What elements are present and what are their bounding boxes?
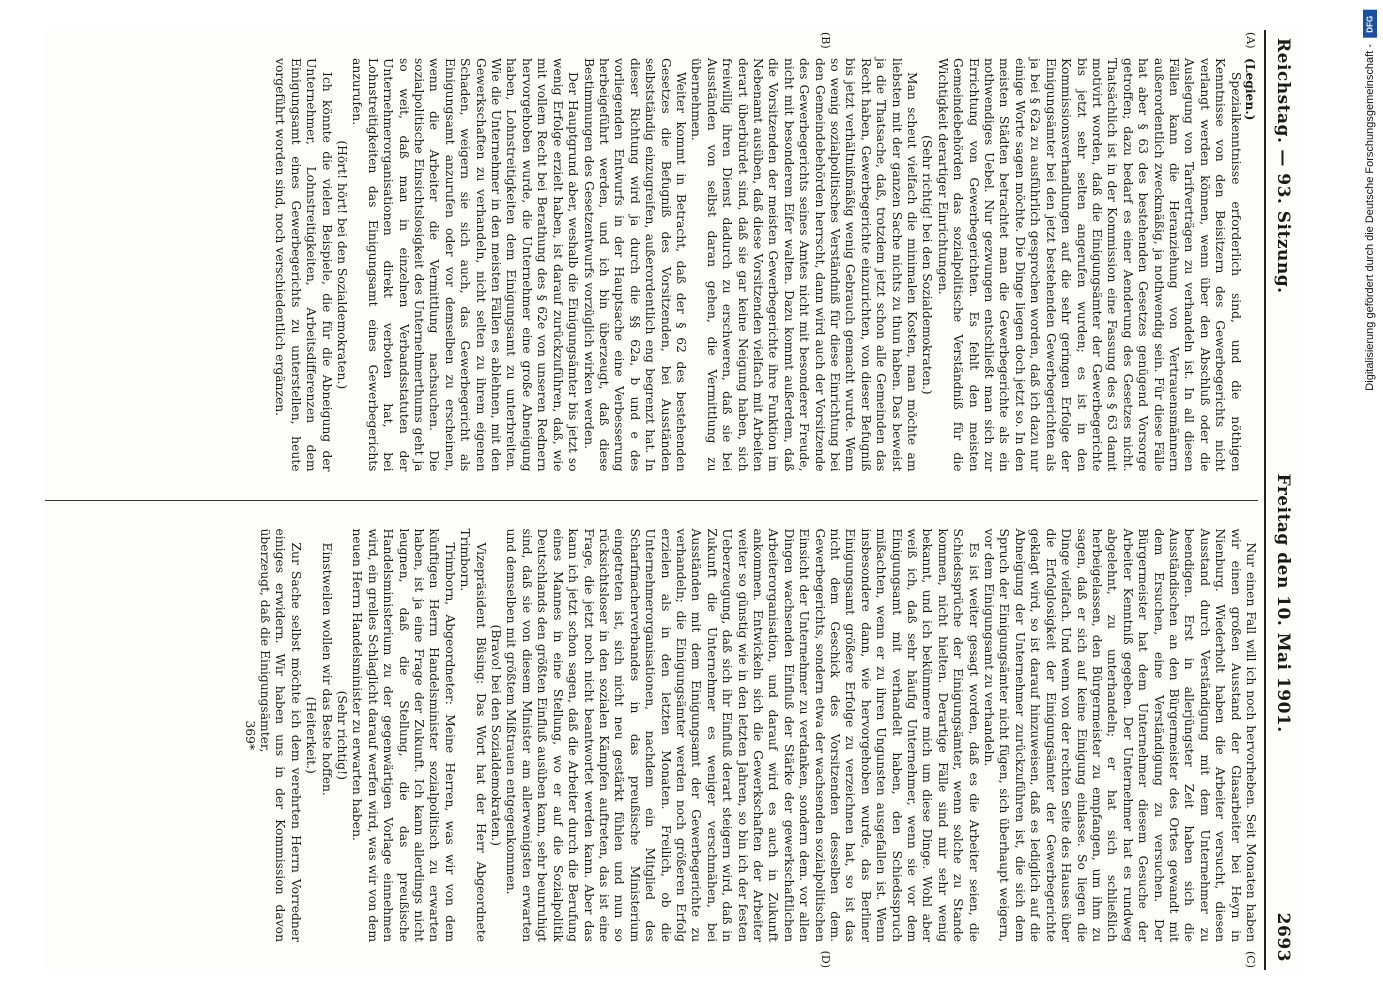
paragraph: Es ist weiter gesagt worden, daß es die Arbeiter seien, die Schiedssprüche der Einigungsämter, wenn solche zu Stande kommen, nicht hielten. Derartige Fälle sind mir sehr wenig bekannt, und ich bekümmere mich um diese Dinge. Wohl aber weiß ich, daß sehr häufig Unternehmer, wenn sie vor dem Einigungsamt mit verhandelt haben, den Schiedsspruch mißachten, wenn er zu ihren Ungunsten ausgefallen ist. Wenn insbesondere dann, wie hervorgehoben wurde, das Berliner Einigungsamt größere Erfolge zu verzeichnen hat, so ist das nicht dem Geschick des Vorsitzenden desselben dem. Gewerbegerichts, sondern etwa der wachsenden sozialpolitischen Einsicht der Unternehmer zu verdanken, sondern dem. vor allen Dingen wachsenden Einfluß der Stärke der gewerkschaftlichen Arbeiterorganisation, und darauf wird es auch in Zukunft ankommen. Entwickeln sich die Gewerkschaften der Arbeiter weiter so günstig wie in den letzten Jahren, so bin ich der festen Ueberzeugung, daß sich ihr Einfluß derart steigern wird, daß in Zukunft die Unternehmer es weniger verschmähen, bei Ausständen mit dem Einigungsamt der Gewerbegerichte zu verhandeln; die Einigungsämter werden noch größeren Erfolg erzielen als in den letzten Monaten. Freilich, ob die Unternehmerorganisationen, nachdem ein Mitglied des Scharfmacherverbandes in das preußische Ministerium eingetreten ist, sich nicht neu gestärkt fühlen und nun so rücksichtsloser in den sozialen Kämpfen auftreten, das ist eine Frage, die jetzt noch nicht beantwortet werden kann. Aber das kann ich jetzt schon sagen, daß die Arbeiter durch die Berufung eines Mannes in eine Stellung, wo er auf die Sozialpolitik Deutschlands den größten Einfluß ausüben kann, sehr beunruhigt sind, daß sie von diesem Minister am allerwenigsten erwarten und demselben mit größtem Mißtrauen entgegenkommen. bbox=[504, 528, 981, 943]
interjection: (Sehr richtig!) bbox=[335, 690, 350, 780]
interjection: (Bravo! bei den Sozialdemokraten.) bbox=[489, 624, 504, 846]
page-number: 2693 bbox=[1273, 912, 1293, 962]
paragraph: Man scheut vielfach die minimalen Kosten, man möchte am liebsten mit der ganzen Sache nichts zu thun haben. Das beweist ja die Thatsache, daß, trotzdem jetzt schon alle Gemeinden das Recht haben, Gewerbegerichte einzurichten, von dieser Befugniß bis jetzt verhältnißmäßig wenig Gebrauch gemacht wurde. Wenn so wenig sozialpolitisches Verständniß für diese Einrichtung bei den Gemeindebehörden herrscht, dann wird auch der Vorsitzende des Gewerbegerichts seines Amtes nicht mit besonderer Freude, nicht mit besonderem Eifer walten. Dazu kommt außerdem, daß die Vorsitzenden der meisten Gewerbegerichte ihre Funktion im Nebenamt ausüben, daß diese Vorsitzenden vielfach mit Arbeiten derart überbürdet sind, daß sie gar keine Neigung haben, sich freiwillig ihren Dienst dadurch zu erschweren, daß sie bei Ausständen von selbst daran gehen, die Vermittlung zu übernehmen. bbox=[689, 58, 920, 472]
margin-marker-b: (B) bbox=[819, 32, 832, 49]
margin-marker-d: (D) bbox=[819, 950, 832, 968]
interjection: (Heiterkeit.) bbox=[304, 696, 319, 774]
header-date: Freitag den 10. Mai 1901. bbox=[1273, 473, 1293, 733]
interjection: (Hört! hört! bei den Sozialdemokraten.) bbox=[335, 140, 350, 390]
credit-text: Digitalisierung gefördert durch die Deutsche Forschungsgemeinschaft - bbox=[1364, 44, 1376, 391]
margin-marker-a: (A) bbox=[1244, 32, 1257, 49]
margin-marker-c: (C) bbox=[1244, 951, 1257, 968]
paragraph: Spezialkenntnisse erforderlich sind, und die nöthigen Kenntnisse von den Beisitzern des Gewerbegerichts nicht verlangt werden können, wenn über den Abschluß oder die Auslegung von Tarifverträgen zu verhandeln ist. In all diesen Fällen kann die Heranziehung von Vertrauensmännern außerordentlich zweckmäßig, ja nothwendig sein. Für diese Fälle hat aber § 63 des bestehenden Gesetzes genügend Vorsorge getroffen; dazu bedarf es einer Aenderung des Gesetzes nicht. Thatsächlich ist in der Kommission eine Fassung des § 63 damit motivirt worden, daß die Einigungsämter der Gewerbegerichte bis jetzt sehr selten angerufen wurden; es ist in den Kommissionsverhandlungen auf die sehr geringen Erfolge der Einigungsämter bei den jetzt bestehenden Gewerbegerichten als ja bei § 62a zu ausführlich gesprochen worden, daß ich dazu nur einige Worte sagen möchte. Die Dinge liegen doch jetzt so. In den meisten Städten betrachtet man die Gewerbegerichte als ein nothwendiges Uebel. Nur gezwungen entschließt man sich zur Errichtung von Gewerbegerichten. Es fehlt den meisten Gemeindebehörden das sozialpolitische Verständniß für die Wichtigkeit derartiger Einrichtungen. bbox=[935, 58, 1243, 472]
header-title: Reichstag. bbox=[1273, 38, 1293, 144]
interjection: (Sehr richtig! bei den Sozialdemokraten.) bbox=[920, 134, 935, 395]
paragraph: Vizepräsident Büsing: Das Wort hat der Herr Abgeordnete Trimborn. bbox=[458, 528, 488, 942]
left-column bbox=[45, 30, 1258, 500]
text-columns bbox=[45, 30, 1258, 970]
paragraph: Nur einen Fall will ich noch hervorheben. Seit Monaten haben wir einen großen Ausstand der Glasarbeiter bei Heyn in Nienburg. Wiederholt haben die Arbeiter versucht, diesen Ausstand durch Verständigung mit dem Unternehmer zu beendigen. Erst in allerjüngster Zeit haben sich die Ausständischen an den Bürgermeister des Ortes gewandt mit dem Ersuchen, eine Verständigung zu versuchen. Der Bürgermeister hat dem Unternehmer diesem Gesuche der Arbeiter Kenntniß gegeben. Der Unternehmer hat es rundweg abgelehnt, zu unterhandeln; er hat sich schließlich herbeigelassen, den Bürgermeister zu empfangen, um ihm zu sagen, daß er sich auf keine Einigung einlasse. So liegen die Dinge vielfach. Und wenn von der rechten Seite des Hauses über die Erfolglosigkeit der Einigungsämter der Gewerbegerichte geklagt wird, so ist darauf hinzuweisen, daß es lediglich auf die Abneigung der Unternehmer zurückzuführen ist, die sich dem Spruch der Einigungsämter nicht fügen, sich überhaupt weigern, vor dem Einigungsamt zu verhandeln. bbox=[982, 528, 1258, 942]
speaker-label: (Legien.) bbox=[1243, 58, 1258, 121]
paragraph: Ich könnte die vielen Beispiele, die für die Abneigung der Unternehmer, Lohnstreitigkeiten, Arbeitsdifferenzen dem Einigungsamt eines Gewerbegerichts zu unterstellen, heute vorgeführt worden sind, noch verschiedentlich ergänzen. bbox=[273, 58, 334, 472]
paragraph: Einstweilen wollen wir das Beste hoffen. bbox=[319, 542, 334, 796]
paragraph: Zur Sache selbst möchte ich dem verehrten Herrn Vorredner einiges erwidern. Wir haben uns in der Kommission davon überzeugt, daß die Einigungsämter, bbox=[258, 528, 303, 942]
header-session: — 93. Sitzung. bbox=[1273, 149, 1293, 294]
right-column bbox=[45, 500, 1258, 971]
dfg-logo-text: DFG bbox=[1365, 15, 1375, 33]
newspaper-page bbox=[45, 30, 1300, 970]
dfg-logo bbox=[1363, 10, 1377, 38]
page-header bbox=[1264, 30, 1300, 970]
paragraph: Weiter kommt in Betracht, daß der § 62 des bestehenden Gesetzes die Befugniß des Vorsitzenden, bei Ausständen selbstständig einzugreifen, außerordentlich eng begrenzt hat. In dieser Richtung wird ja durch die §§ 62a, b und e des vorliegenden Entwurfs in der Hauptsache eine Verbesserung herbeigeführt werden, und ich bin überzeugt, daß diese Bestimmungen des Gesetzentwurfs vorzüglich wirken werden. bbox=[581, 58, 688, 472]
signature-mark: 369* bbox=[242, 720, 257, 751]
digitization-credit bbox=[1363, 10, 1377, 391]
paragraph: Der Hauptgrund aber, weshalb die Einigungsämter bis jetzt so wenig Erfolge erzielt haben, ist darauf zurückzuführen, daß, wie mit vollem Recht bei Berathung des § 62e von unseren Rednern hervorgehoben wurde, die Unternehmer eine große Abneigung haben, Lohnstreitigkeiten dem Einigungsamt zu unterbreiten. Wie die Unternehmer in den meisten Fällen es ablehnen, mit den Gewerkschaften zu verhandeln, nicht selten zu ihrem eigenen Schaden, weigern sie sich auch, das Gewerbegericht als Einigungsamt anzurufen oder vor demselben zu erscheinen, wenn die Arbeiter die Vermittlung nachsuchen. Die sozialpolitische Einsichtslosigkeit des Unternehmerthums geht ja so weit, daß man in einzelnen Verbandsstatuten der Unternehmerorganisationen direkt verboten hat, bei Lohnstreitigkeiten das Einigungsamt eines Gewerbegerichts anzurufen. bbox=[350, 58, 581, 472]
paragraph: Trimborn, Abgeordneter: Meine Herren, was wir von dem künftigen Herrn Handelsminister sozialpolitisch zu erwarten haben, ist ja eine Frage der Zukunft. Ich kann allerdings nicht leugnen, daß die Stellung, die das preußische Handelsministerium zu der gegenwärtigen Vorlage einnehmen wird, ein grelles Schlaglicht darauf werfen wird, was wir von dem neuen Herrn Handelsminister zu erwarten haben. bbox=[350, 528, 457, 942]
